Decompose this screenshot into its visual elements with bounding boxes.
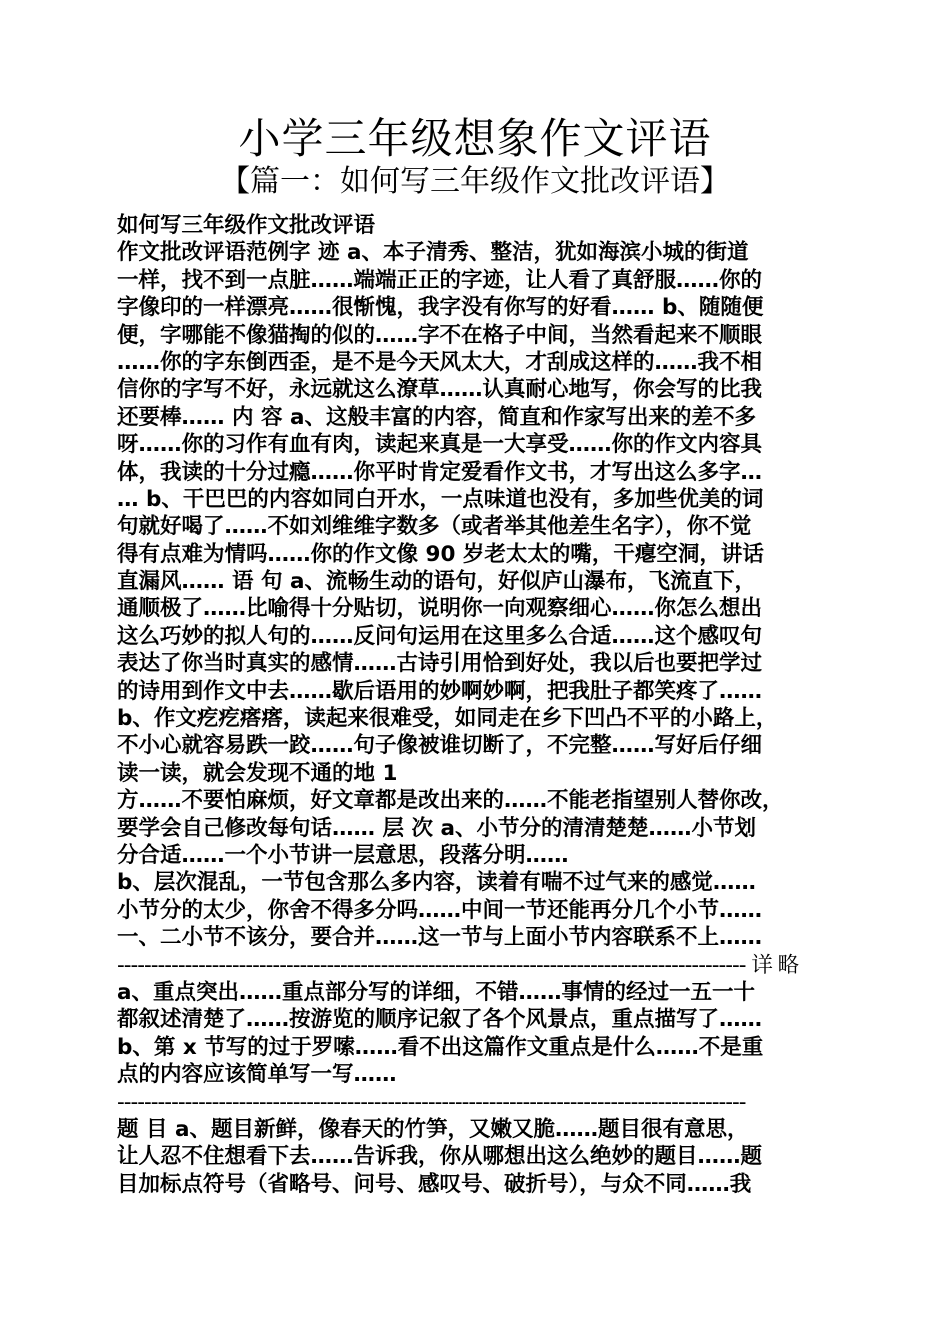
body-line: 通顺极了……比喻得十分贴切，说明你一向观察细心……你怎么想出 [117,596,763,622]
body-line: a、重点突出……重点部分写的详细，不错……事情的经过一五一十 [117,979,756,1005]
body-line: 一、二小节不该分，要合并……这一节与上面小节内容联系不上…… [117,925,763,951]
body-line: … b、干巴巴的内容如同白开水，一点味道也没有，多加些优美的词 [117,486,764,512]
document-subtitle: 【篇一：如何写三年级作文批改评语】 [220,164,730,199]
body-line: ……你的字东倒西歪，是不是今天风太大，才刮成这样的……我不相 [117,349,763,375]
body-line: 呀……你的习作有血有肉，读起来真是一大享受……你的作文内容具 [117,432,763,458]
body-line: 还要棒…… 内 容 a、这般丰富的内容，简直和作家写出来的差不多 [117,404,756,430]
body-line: 目加标点符号（省略号、问号、感叹号、破折号），与众不同……我 [117,1171,752,1197]
body-line: 一样，找不到一点脏……端端正正的字迹，让人看了真舒服……你的 [117,267,763,293]
body-line: 都叙述清楚了……按游览的顺序记叙了各个风景点，重点描写了…… [117,1007,763,1033]
body-line: 这么巧妙的拟人句的……反问句运用在这里多么合适……这个感叹句 [117,623,763,649]
document-body [117,212,847,1198]
body-line: 作文批改评语范例字 迹 a、本子清秀、整洁，犹如海滨小城的街道 [117,240,749,266]
body-line: b、第 x 节写的过于罗嗦……看不出这篇作文重点是什么……不是重 [117,1034,764,1060]
body-line: 表达了你当时真实的感情……古诗引用恰到好处，我以后也要把学过 [117,651,763,677]
body-line: 字像印的一样漂亮……很惭愧，我字没有你写的好看…… b、随随便 [117,295,764,321]
body-line: 不小心就容易跌一跤……句子像被谁切断了，不完整……写好后仔细 [117,733,763,759]
body-line: 体，我读的十分过瘾……你平时肯定爱看作文书，才写出这么多字… [117,459,763,485]
body-line: 方……不要怕麻烦，好文章都是改出来的……不能老指望别人替你改， [117,788,784,814]
body-line: 小节分的太少，你舍不得多分吗……中间一节还能再分几个小节…… [117,897,763,923]
body-line: 直漏风…… 语 句 a、流畅生动的语句，好似庐山瀑布，飞流直下， [117,569,756,595]
body-line: 信你的字写不好，永远就这么潦草……认真耐心地写，你会写的比我 [117,377,763,403]
body-line: 句就好喝了……不如刘维维字数多（或者举其他差生名字），你不觉 [117,514,752,540]
body-line: 点的内容应该简单写一写…… [117,1062,397,1088]
body-line: 便，字哪能不像猫掏的似的……字不在格子中间，当然看起来不顺眼 [117,322,763,348]
body-line: 让人忍不住想看下去……告诉我，你从哪想出这么绝妙的题目……题 [117,1144,763,1170]
body-line: --------------------------------------------------------------------------------------------- 详 略 [117,952,799,978]
body-line: 得有点难为情吗……你的作文像 90 岁老太太的嘴，干瘪空洞，讲话 [117,541,764,567]
body-line: --------------------------------------------------------------------------------------------- [117,1089,746,1115]
body-line: 要学会自己修改每句话…… 层 次 a、小节分的清清楚楚……小节划 [117,815,756,841]
body-line: b、层次混乱，一节包含那么多内容，读着有喘不过气来的感觉…… [117,870,756,896]
body-line: b、作文疙疙瘩瘩，读起来很难受，如同走在乡下凹凸不平的小路上， [117,706,778,732]
body-line: 如何写三年级作文批改评语 [117,213,376,238]
body-line: 的诗用到作文中去……歇后语用的妙啊妙啊，把我肚子都笑疼了…… [117,678,763,704]
body-line: 题 目 a、题目新鲜，像春天的竹笋，又嫩又脆……题目很有意思， [117,1116,749,1142]
body-line: 分合适……一个小节讲一层意思，段落分明…… [117,842,569,868]
body-line: 读一读，就会发现不通的地 1 [117,760,398,786]
document-title: 小学三年级想象作文评语 [238,114,712,163]
